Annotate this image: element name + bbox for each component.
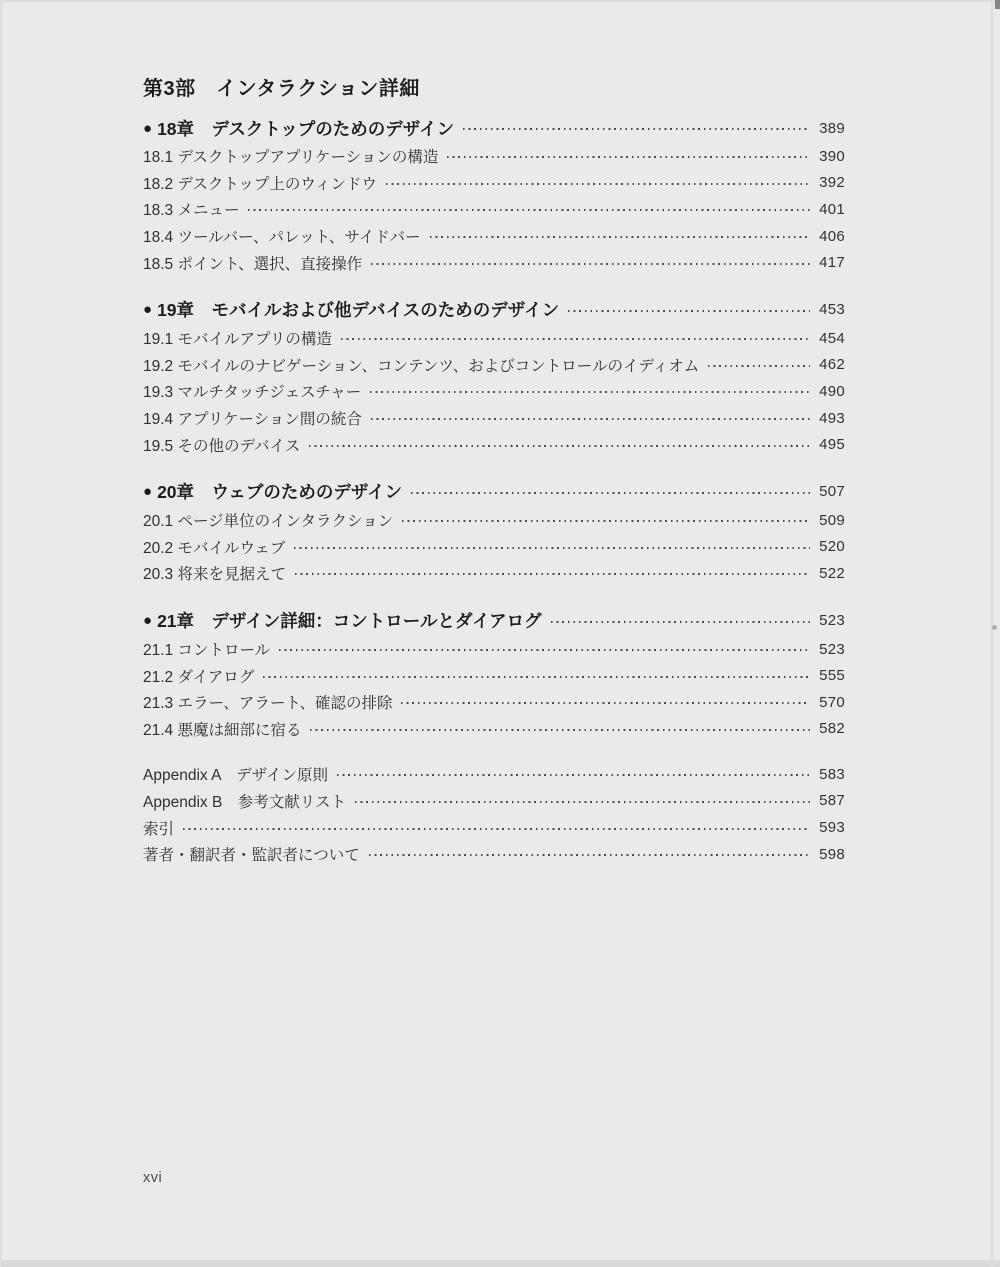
dot-leader [295,573,810,575]
toc-list [143,113,845,867]
toc-entry-page: 401 [819,200,845,218]
toc-entry-page: 417 [819,254,845,272]
toc-entry-title: 18.2 デスクトップ上のウィンドウ [143,175,377,193]
scan-edge-left [0,0,2,1267]
toc-entry [143,534,845,561]
toc-entry-page: 490 [819,382,845,400]
toc-entry-page: 507 [819,483,845,501]
toc-entry [143,325,845,352]
dot-leader [568,310,810,312]
toc-entry-title: 索引 [143,820,175,838]
toc-entry [143,716,845,743]
toc-entry-page: 493 [819,409,845,427]
toc-entry-title: 著者・翻訳者・監訳者について [143,847,360,865]
chapter-bullet-icon: ● [143,483,153,501]
dot-leader [309,445,810,447]
toc-entry [143,295,845,325]
dot-leader [248,209,810,211]
dot-leader [371,418,810,420]
toc-entry-page: 389 [819,119,845,137]
toc-entry-page: 509 [819,511,845,529]
dot-leader [401,702,810,704]
toc-entry [143,814,845,841]
toc-entry [143,196,845,223]
toc-entry-title: 21.4 悪魔は細部に宿る [143,721,302,739]
toc-entry-title: 20.2 モバイルウェブ [143,539,286,557]
toc-entry-page: 598 [819,845,845,863]
toc-entry-title: 18.4 ツールバー、パレット、サイドバー [143,229,421,247]
toc-entry [143,378,845,405]
toc-entry-page: 390 [819,147,845,165]
dot-leader [386,183,810,185]
toc-entry [143,788,845,815]
toc-entry-title: 21.2 ダイアログ [143,668,255,686]
toc-entry-title: 18.3 メニュー [143,202,240,220]
toc-entry-page: 587 [819,792,845,810]
part-title: 第3部 インタラクション詳細 [143,78,420,100]
dot-leader [183,828,810,830]
toc-entry [143,507,845,534]
scan-page-edge-line [991,0,993,1267]
dot-leader [708,365,810,367]
dot-leader [463,128,810,130]
toc-entry-page: 454 [819,329,845,347]
toc-entry-title: 19.5 その他のデバイス [143,437,301,455]
toc-entry-title: 20章 ウェブのためのデザイン [157,482,403,503]
toc-entry-title: Appendix B 参考文献リスト [143,793,346,811]
toc-entry [143,689,845,716]
dot-leader [411,492,810,494]
toc-entry [143,170,845,197]
toc-entry-page: 570 [819,693,845,711]
toc-entry-title: 19.1 モバイルアプリの構造 [143,331,332,349]
chapter-bullet-icon: ● [143,301,153,319]
toc-entry-title: 19.2 モバイルのナビゲーション、コンテンツ、およびコントロールのイディオム [143,357,700,375]
toc-entry [143,761,845,788]
toc-entry [143,477,845,507]
toc-entry-title: 19.3 マルチタッチジェスチャー [143,384,362,402]
dot-leader [551,621,810,623]
toc-entry-title: 18.1 デスクトップアプリケーションの構造 [143,149,439,167]
toc-entry-page: 593 [819,819,845,837]
toc-entry [143,560,845,587]
dot-leader [430,236,810,238]
toc-entry [143,249,845,276]
toc-entry-page: 406 [819,227,845,245]
toc-entry-page: 583 [819,765,845,783]
toc-entry-title: 18章 デスクトップのためのデザイン [157,118,455,139]
toc-entry [143,662,845,689]
toc-entry-page: 392 [819,174,845,192]
toc-entry-page: 453 [819,301,845,319]
toc-entry [143,431,845,458]
dot-leader [355,801,810,803]
scan-corner-mark [995,0,1000,9]
dot-leader [370,391,810,393]
toc-entry-title: 21.3 エラー、アラート、確認の排除 [143,695,393,713]
toc-entry-title: Appendix A デザイン原則 [143,767,328,785]
toc-entry [143,223,845,250]
scan-edge-bottom [0,1260,1000,1267]
scan-speck [992,625,997,630]
dot-leader [341,338,810,340]
toc-entry-page: 523 [819,612,845,630]
toc-entry [143,143,845,170]
dot-leader [310,729,810,731]
toc-entry-title: 19.4 アプリケーション間の統合 [143,411,362,429]
chapter-bullet-icon: ● [143,612,153,630]
toc-entry [143,113,845,143]
dot-leader [371,263,810,265]
toc-entry-title: 21章 デザイン詳細：コントロールとダイアログ [157,611,542,632]
dot-leader [294,547,810,549]
toc-entry [143,405,845,432]
toc-entry-title: 20.1 ページ単位のインタラクション [143,513,394,531]
dot-leader [263,676,810,678]
dot-leader [447,156,810,158]
toc-entry-page: 520 [819,538,845,556]
toc-entry-page: 555 [819,667,845,685]
page-number: xvi [143,1170,163,1186]
dot-leader [337,774,810,776]
dot-leader [369,854,810,856]
chapter-bullet-icon: ● [143,119,153,137]
dot-leader [279,649,810,651]
toc-content [143,78,845,867]
dot-leader [402,520,810,522]
toc-entry-page: 522 [819,564,845,582]
toc-entry [143,352,845,379]
toc-entry-page: 495 [819,436,845,454]
scan-edge-top [0,0,1000,2]
toc-entry [143,606,845,636]
toc-entry-title: 20.3 将来を見据えて [143,566,286,584]
toc-entry [143,636,845,663]
toc-entry-page: 582 [819,720,845,738]
toc-entry-title: 18.5 ポイント、選択、直接操作 [143,255,363,273]
toc-entry [143,841,845,868]
toc-entry-title: 21.1 コントロール [143,642,271,660]
toc-entry-title: 19章 モバイルおよび他デバイスのためのデザイン [157,300,560,321]
toc-entry-page: 462 [819,356,845,374]
toc-entry-page: 523 [819,640,845,658]
